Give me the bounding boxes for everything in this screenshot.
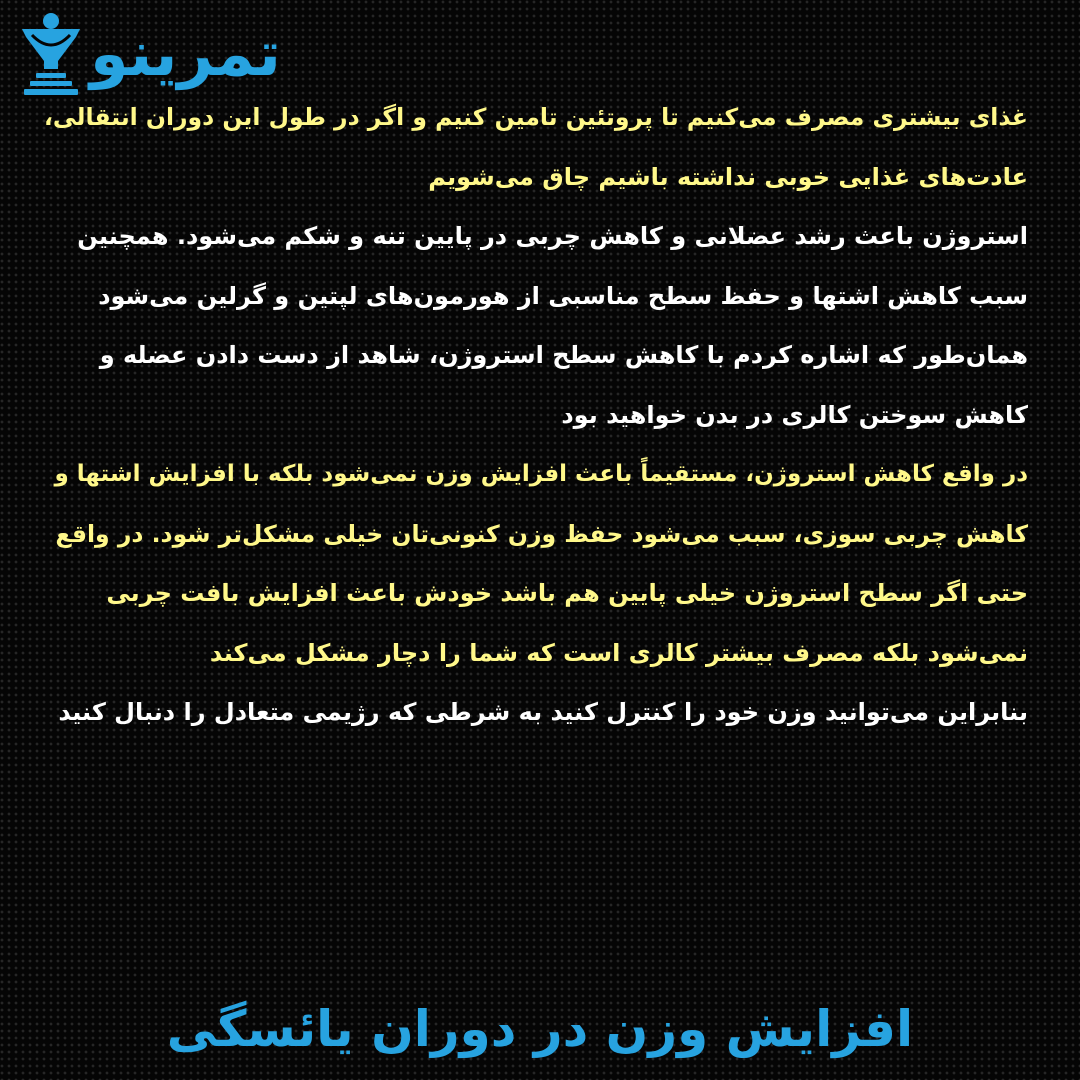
text-line: حتی اگر سطح استروژن خیلی پایین هم باشد خودش باعث افزایش بافت چربی (106, 579, 1028, 607)
text-line: استروژن باعث رشد عضلانی و کاهش چربی در پایین تنه و شکم می‌شود. همچنین (77, 222, 1028, 250)
paragraph-2 (38, 207, 1028, 445)
article-body (38, 88, 1028, 743)
text-line: غذای بیشتری مصرف می‌کنیم تا پروتئین تامین کنیم و اگر در طول این دوران انتقالی، (43, 103, 1028, 131)
text-line: سبب کاهش اشتها و حفظ سطح مناسبی از هورمون‌های لپتین و گرلین می‌شود (98, 281, 1028, 310)
paragraph-3 (38, 445, 1028, 683)
text-line: عادت‌های غذایی خوبی نداشته باشیم چاق می‌شویم (428, 162, 1028, 191)
text-line: در واقع کاهش استروژن، مستقیماً باعث افزایش وزن نمی‌شود بلکه با افزایش اشتها و (54, 461, 1028, 487)
paragraph-1 (38, 88, 1028, 207)
brand-logo (18, 10, 438, 98)
text-line: کاهش سوختن کالری در بدن خواهید بود (561, 400, 1028, 429)
paragraph-4 (38, 683, 1028, 743)
text-line: کاهش چربی سوزی، سبب می‌شود حفظ وزن کنونی‌تان خیلی مشکل‌تر شود. در واقع (55, 519, 1028, 548)
kettlebell-trophy-icon (18, 11, 84, 97)
brand-name: تمرینو (90, 17, 281, 90)
text-line: همان‌طور که اشاره کردم با کاهش سطح استروژن، شاهد از دست دادن عضله و (99, 341, 1028, 369)
footer-title: افزایش وزن در دوران یائسگی (166, 1000, 914, 1058)
text-line: بنابراین می‌توانید وزن خود را کنترل کنید به شرطی که رژیمی متعادل را دنبال کنید (58, 698, 1028, 726)
text-line: نمی‌شود بلکه مصرف بیشتر کالری است که شما را دچار مشکل می‌کند (209, 638, 1028, 667)
